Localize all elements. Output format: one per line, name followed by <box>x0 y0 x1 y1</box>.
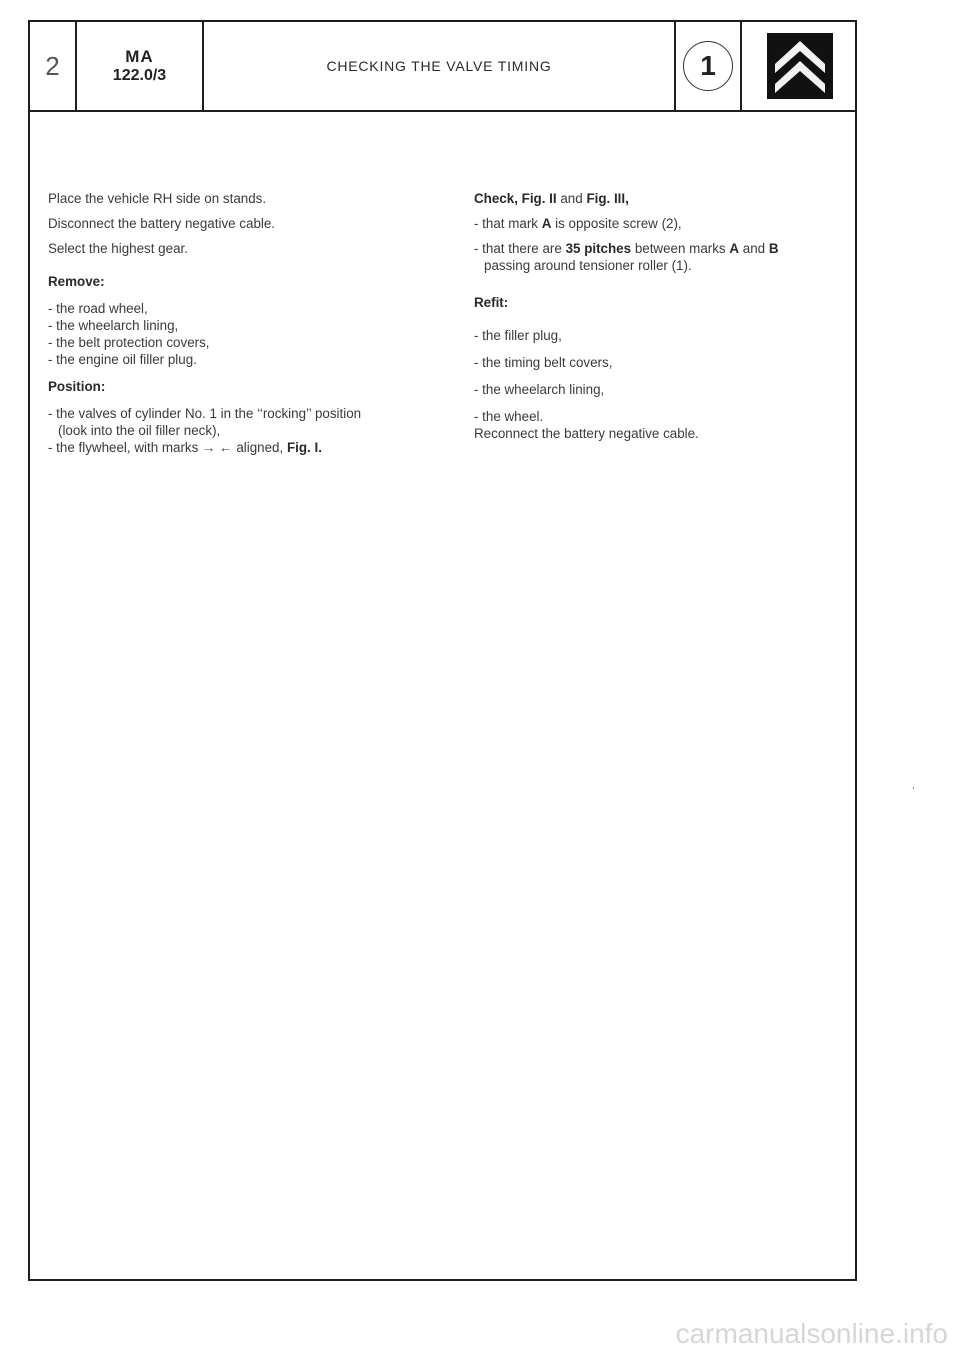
check-mark-post: is opposite screw (2), <box>555 216 682 231</box>
check-heading <box>474 190 844 207</box>
logo-cell <box>742 22 857 110</box>
remove-heading: Remove: <box>48 274 105 289</box>
page-title: CHECKING THE VALVE TIMING <box>204 22 676 110</box>
code-line-1: MA <box>125 47 154 66</box>
header-row <box>30 22 855 112</box>
flywheel-text: - the flywheel, with marks <box>48 440 199 455</box>
watermark: carmanualsonline.info <box>675 1318 948 1349</box>
scan-speck: , <box>912 780 915 791</box>
refit-item: - the filler plug, <box>474 328 562 343</box>
code-line-2: 122.0/3 <box>112 67 167 84</box>
citroen-logo-icon <box>767 33 833 99</box>
arrow-marks-icon: → ← <box>202 440 233 455</box>
flywheel-aligned: aligned, <box>236 440 284 455</box>
page-number: 2 <box>30 22 77 110</box>
check-item-pitches-cont: passing around tensioner roller (1). <box>484 258 692 273</box>
pitches-pre: - that there are <box>474 241 562 256</box>
check-word: Check, <box>474 191 518 206</box>
check-item-mark <box>474 215 844 232</box>
check-mark-text: - that mark <box>474 216 538 231</box>
circle-number: 1 <box>683 41 733 91</box>
fig-1-ref: Fig. I. <box>286 440 322 455</box>
remove-item: - the wheelarch lining, <box>48 318 179 333</box>
position-heading: Position: <box>48 379 106 394</box>
pitches-mid: between marks <box>634 241 726 256</box>
right-column <box>474 190 844 442</box>
refit-heading: Refit: <box>474 295 509 310</box>
circle-number-cell <box>676 22 742 110</box>
position-item-flywheel <box>48 439 428 456</box>
position-item-valves: - the valves of cylinder No. 1 in the ‘‘rocking’’ position <box>48 406 362 421</box>
refit-item: - the timing belt covers, <box>474 355 613 370</box>
instruction-disconnect: Disconnect the battery negative cable. <box>48 216 276 231</box>
section-code <box>77 22 204 110</box>
instruction-gear: Select the highest gear. <box>48 241 188 256</box>
position-item-valves-cont: (look into the oil filler neck), <box>58 423 221 438</box>
instruction-stands: Place the vehicle RH side on stands. <box>48 191 267 206</box>
remove-item: - the road wheel, <box>48 301 148 316</box>
pitches-count: 35 pitches <box>565 241 632 256</box>
left-column <box>48 190 428 456</box>
mark-a: A <box>729 241 740 256</box>
check-item-pitches <box>474 240 844 257</box>
refit-item: - the wheel. <box>474 409 544 424</box>
reconnect-instruction: Reconnect the battery negative cable. <box>474 426 699 441</box>
fig-3-ref: Fig. III, <box>586 191 629 206</box>
mark-b: B <box>768 241 779 256</box>
refit-item: - the wheelarch lining, <box>474 382 605 397</box>
pitches-and: and <box>742 241 766 256</box>
remove-item: - the engine oil filler plug. <box>48 352 197 367</box>
fig-2-ref: Fig. II <box>521 191 557 206</box>
mark-a: A <box>541 216 552 231</box>
and-word: and <box>560 191 583 206</box>
remove-item: - the belt protection covers, <box>48 335 210 350</box>
